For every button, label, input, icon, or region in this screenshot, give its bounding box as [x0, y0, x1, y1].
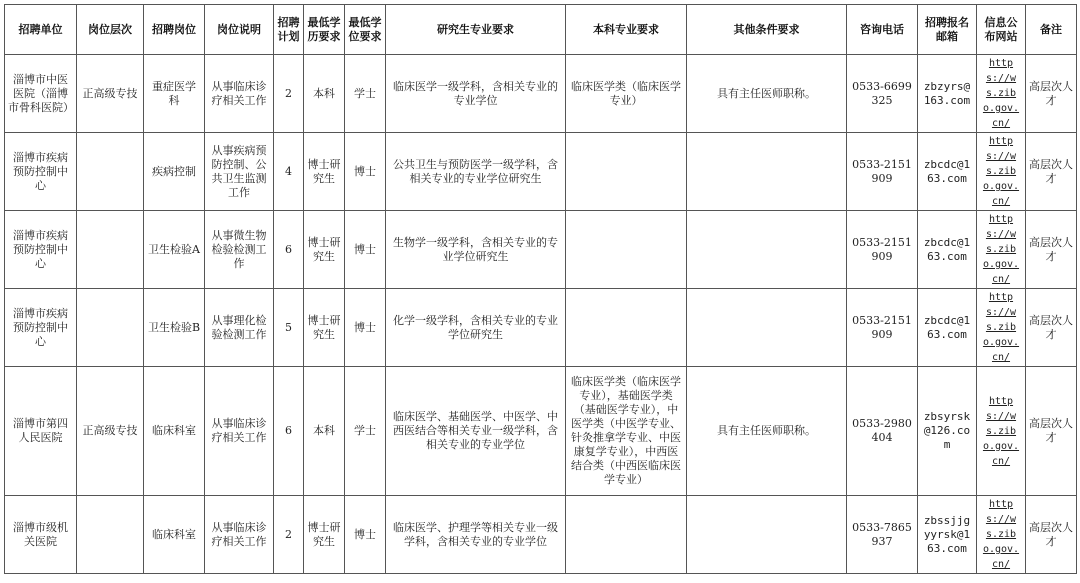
header-email: 招聘报名邮箱 [918, 5, 977, 55]
grad-major-cell: 临床医学一级学科，含相关专业的专业学位 [386, 55, 566, 133]
unit-cell: 淄博市疾病预防控制中心 [5, 211, 77, 289]
ug-major-cell [566, 289, 687, 367]
note-cell: 高层次人才 [1026, 133, 1077, 211]
post-cell: 临床科室 [144, 496, 205, 574]
plan-cell: 6 [274, 367, 304, 496]
table-row [5, 289, 1077, 367]
edu-cell: 博士研究生 [304, 289, 345, 367]
post-cell: 临床科室 [144, 367, 205, 496]
table-row [5, 55, 1077, 133]
degree-cell: 学士 [345, 55, 386, 133]
phone-cell: 0533-2151909 [847, 133, 918, 211]
header-other: 其他条件要求 [687, 5, 847, 55]
edu-cell: 本科 [304, 55, 345, 133]
header-edu: 最低学历要求 [304, 5, 345, 55]
email-cell: zbzyrs@163.com [918, 55, 977, 133]
post-cell: 重症医学科 [144, 55, 205, 133]
note-cell: 高层次人才 [1026, 289, 1077, 367]
email-cell: zbsyrsk@126.com [918, 367, 977, 496]
header-post: 招聘岗位 [144, 5, 205, 55]
note-cell: 高层次人才 [1026, 367, 1077, 496]
level-cell [77, 289, 144, 367]
unit-cell: 淄博市中医医院（淄博市骨科医院） [5, 55, 77, 133]
unit-cell: 淄博市第四人民医院 [5, 367, 77, 496]
grad-major-cell: 临床医学、护理学等相关专业一级学科，含相关专业的专业学位 [386, 496, 566, 574]
other-cell [687, 211, 847, 289]
grad-major-cell: 化学一级学科，含相关专业的专业学位研究生 [386, 289, 566, 367]
desc-cell: 从事临床诊疗相关工作 [205, 367, 274, 496]
plan-cell: 2 [274, 55, 304, 133]
level-cell: 正高级专技 [77, 55, 144, 133]
table-row [5, 133, 1077, 211]
edu-cell: 本科 [304, 367, 345, 496]
site-cell [977, 133, 1026, 211]
site-cell [977, 55, 1026, 133]
degree-cell: 学士 [345, 367, 386, 496]
desc-cell: 从事疾病预防控制、公共卫生监测工作 [205, 133, 274, 211]
grad-major-cell: 公共卫生与预防医学一级学科，含相关专业的专业学位研究生 [386, 133, 566, 211]
edu-cell: 博士研究生 [304, 496, 345, 574]
other-cell: 具有主任医师职称。 [687, 367, 847, 496]
other-cell [687, 133, 847, 211]
desc-cell: 从事理化检验检测工作 [205, 289, 274, 367]
ug-major-cell: 临床医学类（临床医学专业），基础医学类（基础医学专业），中医学类（中医学专业、针灸推拿学专业、中医康复学专业），中西医结合类（中西医临床医学专业） [566, 367, 687, 496]
header-plan: 招聘计划 [274, 5, 304, 55]
other-cell [687, 289, 847, 367]
phone-cell: 0533-2151909 [847, 289, 918, 367]
level-cell [77, 496, 144, 574]
ug-major-cell: 临床医学类（临床医学专业） [566, 55, 687, 133]
header-site: 信息公布网站 [977, 5, 1026, 55]
grad-major-cell: 生物学一级学科，含相关专业的专业学位研究生 [386, 211, 566, 289]
site-link[interactable]: https://ws.zibo.gov.cn/ [982, 136, 1020, 207]
unit-cell: 淄博市级机关医院 [5, 496, 77, 574]
grad-major-cell: 临床医学、基础医学、中医学、中西医结合等相关专业一级学科，含相关专业的专业学位 [386, 367, 566, 496]
post-cell: 卫生检验B [144, 289, 205, 367]
email-cell: zbcdc@163.com [918, 133, 977, 211]
header-phone: 咨询电话 [847, 5, 918, 55]
other-cell: 具有主任医师职称。 [687, 55, 847, 133]
table-row [5, 496, 1077, 574]
header-degree: 最低学位要求 [345, 5, 386, 55]
header-level: 岗位层次 [77, 5, 144, 55]
unit-cell: 淄博市疾病预防控制中心 [5, 133, 77, 211]
header-note: 备注 [1026, 5, 1077, 55]
site-cell [977, 367, 1026, 496]
phone-cell: 0533-2980404 [847, 367, 918, 496]
note-cell: 高层次人才 [1026, 496, 1077, 574]
plan-cell: 6 [274, 211, 304, 289]
site-cell [977, 496, 1026, 574]
plan-cell: 2 [274, 496, 304, 574]
ug-major-cell [566, 496, 687, 574]
edu-cell: 博士研究生 [304, 133, 345, 211]
site-link[interactable]: https://ws.zibo.gov.cn/ [982, 214, 1020, 285]
post-cell: 卫生检验A [144, 211, 205, 289]
phone-cell: 0533-6699325 [847, 55, 918, 133]
header-desc: 岗位说明 [205, 5, 274, 55]
table-row [5, 211, 1077, 289]
unit-cell: 淄博市疾病预防控制中心 [5, 289, 77, 367]
site-link[interactable]: https://ws.zibo.gov.cn/ [982, 499, 1020, 570]
desc-cell: 从事临床诊疗相关工作 [205, 55, 274, 133]
site-cell [977, 211, 1026, 289]
email-cell: zbcdc@163.com [918, 289, 977, 367]
header-row [5, 5, 1077, 55]
recruitment-table [4, 4, 1077, 574]
other-cell [687, 496, 847, 574]
header-unit: 招聘单位 [5, 5, 77, 55]
ug-major-cell [566, 133, 687, 211]
desc-cell: 从事微生物检验检测工作 [205, 211, 274, 289]
header-ug: 本科专业要求 [566, 5, 687, 55]
desc-cell: 从事临床诊疗相关工作 [205, 496, 274, 574]
level-cell [77, 133, 144, 211]
plan-cell: 4 [274, 133, 304, 211]
note-cell: 高层次人才 [1026, 211, 1077, 289]
plan-cell: 5 [274, 289, 304, 367]
level-cell: 正高级专技 [77, 367, 144, 496]
site-link[interactable]: https://ws.zibo.gov.cn/ [982, 395, 1020, 467]
degree-cell: 博士 [345, 289, 386, 367]
level-cell [77, 211, 144, 289]
table-row [5, 367, 1077, 496]
note-cell: 高层次人才 [1026, 55, 1077, 133]
site-link[interactable]: https://ws.zibo.gov.cn/ [982, 292, 1020, 363]
header-grad: 研究生专业要求 [386, 5, 566, 55]
degree-cell: 博士 [345, 211, 386, 289]
phone-cell: 0533-7865937 [847, 496, 918, 574]
phone-cell: 0533-2151909 [847, 211, 918, 289]
degree-cell: 博士 [345, 496, 386, 574]
email-cell: zbssjjgyyrsk@163.com [918, 496, 977, 574]
email-cell: zbcdc@163.com [918, 211, 977, 289]
edu-cell: 博士研究生 [304, 211, 345, 289]
site-link[interactable]: https://ws.zibo.gov.cn/ [982, 58, 1020, 129]
degree-cell: 博士 [345, 133, 386, 211]
post-cell: 疾病控制 [144, 133, 205, 211]
site-cell [977, 289, 1026, 367]
ug-major-cell [566, 211, 687, 289]
